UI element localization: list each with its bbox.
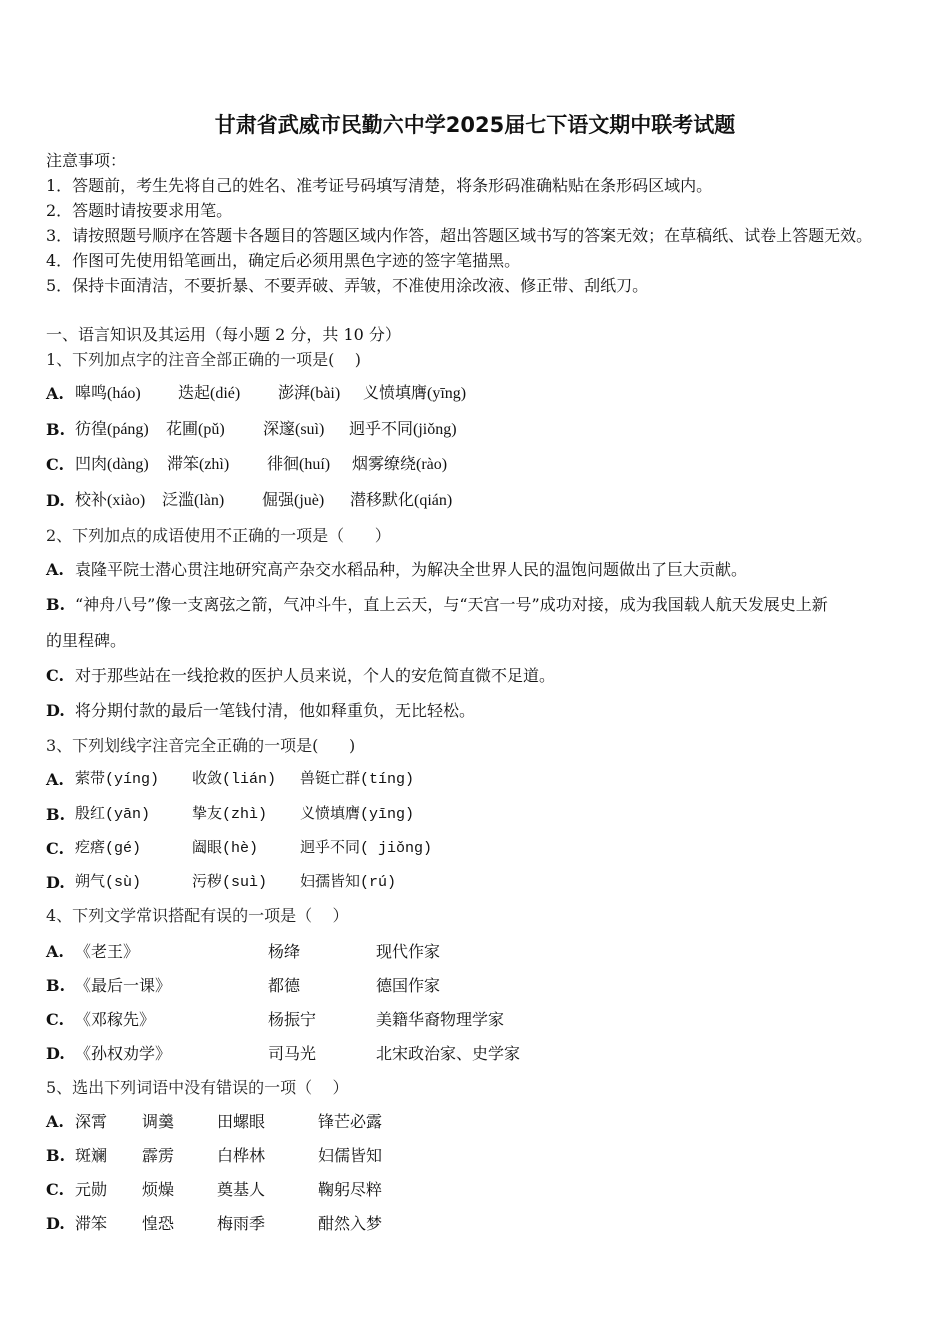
option-item: 嗥鸣(háo) <box>75 385 141 402</box>
work-title: 《邓稼先》 <box>75 1010 156 1029</box>
option-letter: B. <box>46 420 66 439</box>
question-3-option-b <box>0 805 950 825</box>
author-description: 德国作家 <box>376 976 441 995</box>
question-2-option-b <box>0 595 950 615</box>
option-item: 烟雾缭绕(rào) <box>352 456 448 473</box>
option-item: 阖眼(hè) <box>192 840 259 857</box>
option-item: 泛滥(làn) <box>162 492 225 509</box>
option-word: 奠基人 <box>217 1180 266 1199</box>
option-item: 凹肉(dàng) <box>75 456 149 473</box>
notice-heading: 注意事项： <box>46 151 127 170</box>
notice-item-1: 1．答题前，考生先将自己的姓名、准考证号码填写清楚，将条形码准确粘贴在条形码区域内。 <box>46 176 713 195</box>
question-2-option-d <box>0 701 950 721</box>
work-title: 《最后一课》 <box>75 976 172 995</box>
option-letter: D. <box>46 491 65 510</box>
option-item: 迥乎不同( jiǒng) <box>300 840 433 857</box>
question-2-option-b-continuation: 的里程碑。 <box>46 631 127 650</box>
option-item: 倔强(juè) <box>262 492 325 509</box>
option-word: 元勋 <box>75 1180 108 1199</box>
notice-item-5: 5．保持卡面清洁，不要折暴、不要弄破、弄皱，不准使用涂改液、修正带、刮纸刀。 <box>46 276 649 295</box>
option-word: 梅雨季 <box>217 1214 266 1233</box>
option-item: 义愤填膺(yīng) <box>300 806 415 823</box>
work-title: 《孙权劝学》 <box>75 1044 172 1063</box>
question-3-option-d <box>0 873 950 893</box>
option-letter: C. <box>46 666 65 685</box>
option-word: 酣然入梦 <box>318 1214 383 1233</box>
option-letter: A. <box>46 942 64 961</box>
option-item: 彷徨(páng) <box>75 421 149 438</box>
option-item: 殷红(yān) <box>75 806 151 823</box>
option-word: 霹雳 <box>142 1146 175 1165</box>
option-letter: D. <box>46 1214 65 1233</box>
option-item: 妇孺皆知(rú) <box>300 874 397 891</box>
option-item: 义愤填膺(yīng) <box>363 385 467 402</box>
notice-item-3: 3．请按照题号顺序在答题卡各题目的答题区域内作答，超出答题区域书写的答案无效；在草稿纸、试卷上答题无效。 <box>46 226 873 245</box>
author-description: 北宋政治家、史学家 <box>376 1044 521 1063</box>
question-4-option-d <box>0 1044 950 1064</box>
option-letter: B. <box>46 805 66 824</box>
question-5-stem: 5、选出下列词语中没有错误的一项（ ） <box>46 1078 349 1097</box>
option-word: 斑斓 <box>75 1146 108 1165</box>
option-item: 迥乎不同(jiǒng) <box>349 421 457 438</box>
option-word: 妇儒皆知 <box>318 1146 383 1165</box>
notice-item-2: 2．答题时请按要求用笔。 <box>46 201 233 220</box>
option-item: 潜移默化(qián) <box>350 492 453 509</box>
author: 杨振宁 <box>268 1010 317 1029</box>
option-item: 深邃(suì) <box>263 421 325 438</box>
option-item: 萦带(yíng) <box>75 771 160 788</box>
option-letter: B. <box>46 595 66 614</box>
option-word: 滞笨 <box>75 1214 108 1233</box>
option-item: 滞笨(zhì) <box>167 456 230 473</box>
option-word: 锋芒必露 <box>318 1112 383 1131</box>
question-2-option-c <box>0 666 950 686</box>
option-letter: C. <box>46 455 65 474</box>
option-letter: D. <box>46 701 65 720</box>
option-word: 调羹 <box>142 1112 175 1131</box>
option-text: 将分期付款的最后一笔钱付清，他如释重负，无比轻松。 <box>75 701 476 720</box>
option-item: 迭起(dié) <box>178 385 241 402</box>
question-3-stem: 3、下列划线字注音完全正确的一项是( ) <box>46 736 356 755</box>
question-4-option-a <box>0 942 950 962</box>
option-item: 疙瘩(gé) <box>75 840 142 857</box>
question-5-option-a <box>0 1112 950 1132</box>
option-letter: A. <box>46 770 64 789</box>
question-3-option-a <box>0 770 950 790</box>
notice-item-4: 4．作图可先使用铅笔画出，确定后必须用黑色字迹的签字笔描黑。 <box>46 251 521 270</box>
option-letter: A. <box>46 1112 64 1131</box>
question-5-option-c <box>0 1180 950 1200</box>
option-word: 白桦林 <box>217 1146 266 1165</box>
option-word: 田螺眼 <box>217 1112 266 1131</box>
option-letter: B. <box>46 976 66 995</box>
option-letter: D. <box>46 1044 65 1063</box>
option-text: “神舟八号”像一支离弦之箭，气冲斗牛，直上云天，与“天宫一号”成功对接，成为我国载人航天发展史上新 <box>75 595 828 614</box>
question-5-option-d <box>0 1214 950 1234</box>
question-1-option-b <box>0 420 950 440</box>
page-title: 甘肃省武威市民勤六中学2025届七下语文期中联考试题 <box>214 113 736 137</box>
author: 司马光 <box>268 1044 317 1063</box>
question-4-option-b <box>0 976 950 996</box>
option-letter: A. <box>46 560 64 579</box>
option-text: 袁隆平院士潜心贯注地研究高产杂交水稻品种，为解决全世界人民的温饱问题做出了巨大贡献。 <box>75 560 748 579</box>
option-letter: D. <box>46 873 65 892</box>
option-item: 兽铤亡群(tíng) <box>300 771 415 788</box>
option-item: 收敛(lián) <box>192 771 277 788</box>
work-title: 《老王》 <box>75 942 140 961</box>
question-3-option-c <box>0 839 950 859</box>
option-letter: C. <box>46 1010 65 1029</box>
author-description: 现代作家 <box>376 942 441 961</box>
option-letter: A. <box>46 384 64 403</box>
question-4-stem: 4、下列文学常识搭配有误的一项是（ ） <box>46 906 349 925</box>
question-2-option-a <box>0 560 950 580</box>
option-item: 澎湃(bài) <box>278 385 341 402</box>
option-word: 惶恐 <box>142 1214 175 1233</box>
author-description: 美籍华裔物理学家 <box>376 1010 505 1029</box>
section-heading: 一、语言知识及其运用（每小题 2 分，共 10 分） <box>46 325 401 344</box>
option-letter: B. <box>46 1146 66 1165</box>
question-1-option-d <box>0 491 950 511</box>
option-letter: C. <box>46 839 65 858</box>
option-letter: C. <box>46 1180 65 1199</box>
option-word: 烦燥 <box>142 1180 175 1199</box>
question-1-stem: 1、下列加点字的注音全部正确的一项是( ) <box>46 350 362 369</box>
option-item: 污秽(suì) <box>192 874 268 891</box>
option-item: 朔气(sù) <box>75 874 142 891</box>
author: 都德 <box>268 976 301 995</box>
question-5-option-b <box>0 1146 950 1166</box>
option-word: 深霄 <box>75 1112 108 1131</box>
question-2-stem: 2、下列加点的成语使用不正确的一项是（ ） <box>46 526 391 545</box>
author: 杨绛 <box>268 942 301 961</box>
option-text: 对于那些站在一线抢救的医护人员来说，个人的安危简直微不足道。 <box>75 666 556 685</box>
option-item: 校补(xiào) <box>75 492 146 509</box>
option-item: 花圃(pǔ) <box>166 421 225 438</box>
option-word: 鞠躬尽粹 <box>318 1180 383 1199</box>
option-item: 挚友(zhì) <box>192 806 268 823</box>
question-1-option-a <box>0 384 950 404</box>
question-4-option-c <box>0 1010 950 1030</box>
option-item: 徘徊(huí) <box>267 456 331 473</box>
question-1-option-c <box>0 455 950 475</box>
